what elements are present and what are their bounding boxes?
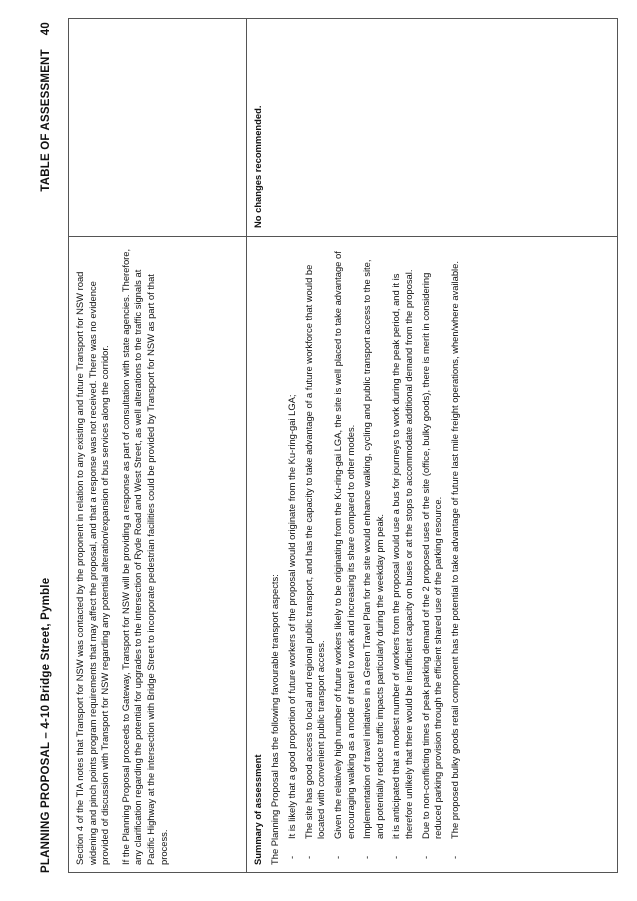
assessment-cell [247,236,617,872]
list-item-text: Due to non-conflicting times of peak parking demand of the 2 proposed uses of the site (office, bulky goods), there is merit in considering reduced parking provision through the efficient shared use of the parking resource. [419,272,444,839]
document-title: PLANNING PROPOSAL – 4-10 Bridge Street, Pymble [40,577,52,873]
summary-heading: Summary of assessment [252,754,263,865]
list-item [332,245,357,865]
assessment-table [68,18,618,873]
page-number: 40 [40,22,52,36]
bullet-dash: - [448,855,460,859]
bullet-dash: - [331,855,343,859]
list-item [449,245,462,865]
bullet-dash: - [302,855,314,859]
list-item [303,245,328,865]
list-item-text: It is likely that a good proportion of future workers of the proposal would originate from the Ku-ring-gai LGA; [286,394,298,839]
list-item-text: Given the relatively high number of future workers likely to be originating from the Ku-ring-gai LGA, the site is well placed to take advantage of encouraging walking as a mode of travel to work and increasing its share compared to other modes. [331,251,356,839]
list-item-text: The site has good access to local and regional public transport, and has the capacity to take advantage of a future workforce that would be located with convenient public transport access. [302,264,327,839]
paragraph-tia-section-4: Section 4 of the TIA notes that Transport for NSW was contacted by the proponent in relation to any existing and future Transport for NSW road widening and pinch points program requirements that may affect the proposal, and that a response was not received. There was no evidence provided of discussion with Transport for NSW regarding any potential alteration/expansion of bus services along the corridor. [74,271,111,865]
paragraph-gateway: If the Planning Proposal proceeds to Gateway, Transport for NSW will be providing a response as part of consultation with state agencies. Therefore, any clarification regarding the potential for upgrades to the intersection of Ryde Road and West Street, as well alterations to the traffic signals at Pacific Highway at the intersection with Bridge Street to incorporate pedestrian facilities could be provided by Transport for NSW as part of that process. [119,248,169,865]
recommendation-cell [247,19,617,236]
assessment-cell [69,236,246,872]
bullet-dash: - [390,855,402,859]
section-header [40,22,52,192]
list-item [390,245,415,865]
table-row [69,19,247,872]
section-title: TABLE OF ASSESSMENT [40,49,52,192]
list-item [420,245,445,865]
bullet-dash: - [361,855,373,859]
list-item-text: Implementation of travel initiatives in a Green Travel Plan for the site would enhance walking, cycling and public transport access to the site, and potentially reduce traffic impacts particularly during the weekday pm peak. [361,259,385,839]
summary-lead: The Planning Proposal has the following favourable transport aspects: [268,574,280,865]
list-item-text: The proposed bulky goods retail component has the potential to take advantage of future last mile freight operations, when/where available. [448,261,460,839]
list-item [361,245,386,865]
bullet-dash: - [286,855,298,859]
recommendation-text: No changes recommended. [252,105,263,228]
list-item-text: it is anticipated that a modest number of workers from the proposal would use a bus for journeys to work during the peak period, and it is therefore unlikely that there would be insufficient capacity on buses or at the stops to accommodate additional demand from the proposal. [390,269,414,839]
bullet-dash: - [419,855,431,859]
table-row [247,19,617,872]
list-item [286,245,299,865]
recommendation-cell-empty [69,19,246,236]
transport-aspects-list [286,245,461,865]
